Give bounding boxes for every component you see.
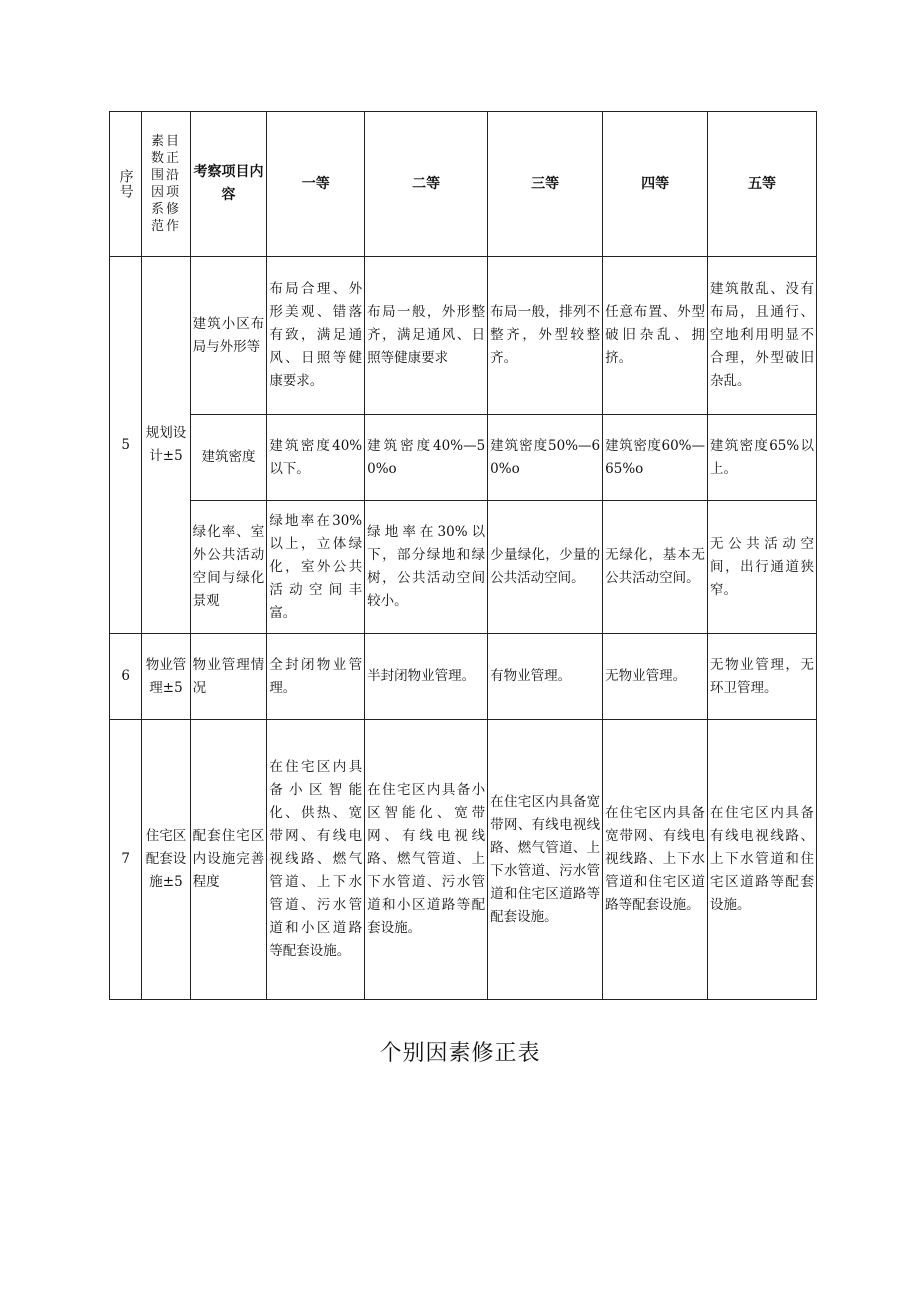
grade-4-cell: 无物业管理。 bbox=[603, 634, 708, 720]
grade-1-cell: 绿地率在30%以上，立体绿化，室外公共活动空间丰富。 bbox=[267, 501, 365, 634]
grade-4-cell: 建筑密度60%—65%o bbox=[603, 415, 708, 501]
header-grade-5: 五等 bbox=[708, 112, 817, 257]
grade-1-cell: 布局合理、外形美观、错落有致，满足通风、日照等健康要求。 bbox=[267, 257, 365, 415]
table-row bbox=[110, 257, 817, 415]
table-row bbox=[110, 501, 817, 634]
grade-3-cell: 建筑密度50%—60%o bbox=[488, 415, 603, 501]
row-seq: 7 bbox=[110, 720, 142, 1000]
header-grade-3: 三等 bbox=[488, 112, 603, 257]
table-row bbox=[110, 634, 817, 720]
grade-1-cell: 在住宅区内具备小区智能化、供热、宽带网、有线电视线路、燃气管道、上下水管道、污水管道和小区道路等配套设施。 bbox=[267, 720, 365, 1000]
grade-3-cell: 布局一般，排列不整齐，外型较整齐。 bbox=[488, 257, 603, 415]
grade-2-cell: 在住宅区内具备小区智能化、宽带网、有线电视线路、燃气管道、上下水管道、污水管道和小区道路等配套设施。 bbox=[365, 720, 488, 1000]
row-item: 物业管理情况 bbox=[190, 634, 267, 720]
header-factor: 素目数正围沿因项系修范作 bbox=[142, 112, 190, 257]
grade-4-cell: 在住宅区内具备宽带网、有线电视线路、上下水管道和住宅区道路等配套设施。 bbox=[603, 720, 708, 1000]
grade-1-cell: 建筑密度40%以下。 bbox=[267, 415, 365, 501]
header-grade-4: 四等 bbox=[603, 112, 708, 257]
grade-5-cell: 建筑密度65%以上。 bbox=[708, 415, 817, 501]
grade-2-cell: 绿地率在30%以下，部分绿地和绿树，公共活动空间较小。 bbox=[365, 501, 488, 634]
grade-4-cell: 任意布置、外型破旧杂乱、拥挤。 bbox=[603, 257, 708, 415]
header-grade-2: 二等 bbox=[365, 112, 488, 257]
row-factor: 物业管理±5 bbox=[142, 634, 190, 720]
row-seq: 5 bbox=[110, 257, 142, 634]
grade-2-cell: 建筑密度40%—50%o bbox=[365, 415, 488, 501]
grade-5-cell: 建筑散乱、没有布局，且通行、空地利用明显不合理，外型破旧杂乱。 bbox=[708, 257, 817, 415]
table-row bbox=[110, 415, 817, 501]
header-grade-1: 一等 bbox=[267, 112, 365, 257]
grade-3-cell: 少量绿化，少量的公共活动空间。 bbox=[488, 501, 603, 634]
grade-5-cell: 无物业管理，无环卫管理。 bbox=[708, 634, 817, 720]
header-items: 考察项目内容 bbox=[190, 112, 267, 257]
row-item: 建筑小区布局与外形等 bbox=[190, 257, 267, 415]
table-row bbox=[110, 720, 817, 1000]
row-factor: 住宅区配套设施±5 bbox=[142, 720, 190, 1000]
row-item: 绿化率、室外公共活动空间与绿化景观 bbox=[190, 501, 267, 634]
grade-1-cell: 全封闭物业管理。 bbox=[267, 634, 365, 720]
table-title: 个别因素修正表 bbox=[379, 1041, 541, 1066]
header-seq: 序号 bbox=[110, 112, 142, 257]
grade-2-cell: 半封闭物业管理。 bbox=[365, 634, 488, 720]
grade-3-cell: 在住宅区内具备宽带网、有线电视线路、燃气管道、上下水管道、污水管道和住宅区道路等配套设施。 bbox=[488, 720, 603, 1000]
grade-5-cell: 无公共活动空间，出行通道狭窄。 bbox=[708, 501, 817, 634]
row-item: 建筑密度 bbox=[190, 415, 267, 501]
factor-correction-table bbox=[109, 111, 817, 1000]
row-factor: 规划设计±5 bbox=[142, 257, 190, 634]
row-item: 配套住宅区内设施完善程度 bbox=[190, 720, 267, 1000]
grade-2-cell: 布局一般，外形整齐，满足通风、日照等健康要求 bbox=[365, 257, 488, 415]
grade-5-cell: 在住宅区内具备有线电视线路、上下水管道和住宅区道路等配套设施。 bbox=[708, 720, 817, 1000]
row-seq: 6 bbox=[110, 634, 142, 720]
header-row bbox=[110, 112, 817, 257]
grade-3-cell: 有物业管理。 bbox=[488, 634, 603, 720]
grade-4-cell: 无绿化，基本无公共活动空间。 bbox=[603, 501, 708, 634]
